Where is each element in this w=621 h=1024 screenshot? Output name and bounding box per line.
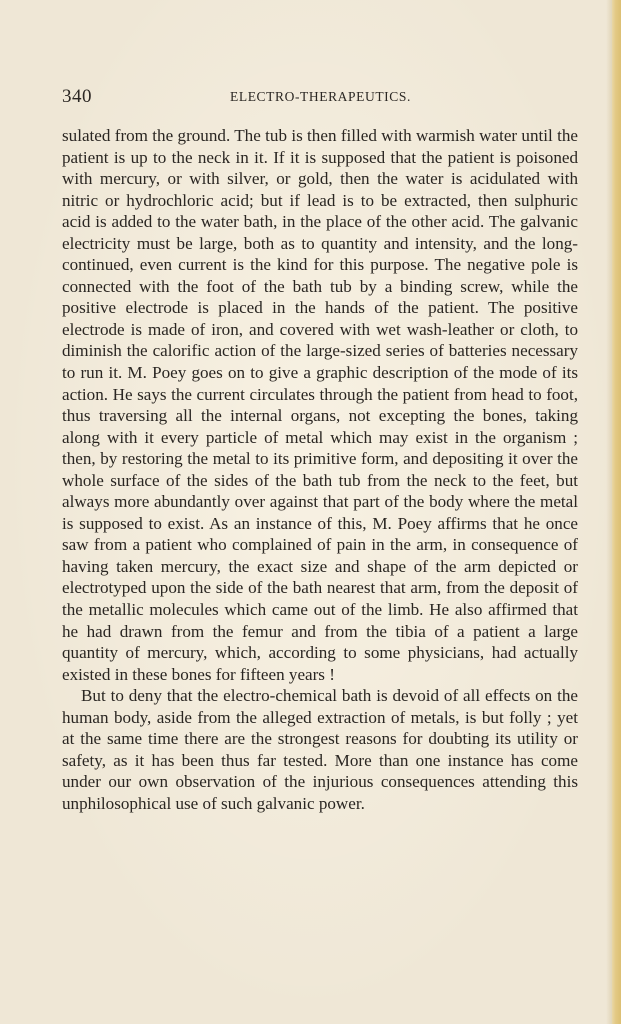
- page-edge: [612, 0, 621, 1024]
- paragraph-2: But to deny that the electro-chemical bath is devoid of all effects on the human body, aside from the alleged extraction of metals, is but folly ; yet at the same time there are the strongest reasons for doubting its utility or safety, as it has been thus far tested. More than one instance has come under our own observation of the injurious consequences attending this unphilosophical use of such galvanic power.: [62, 686, 578, 813]
- page-number: 340: [62, 86, 92, 107]
- running-head: ELECTRO-THERAPEUTICS.: [230, 89, 411, 104]
- page-header: [62, 86, 578, 108]
- paragraph-1: sulated from the ground. The tub is then filled with warmish water until the patient is up to the neck in it. If it is supposed that the patient is poisoned with mercury, or with silver, or gold, then the water is acidulated with nitric or hydrochloric acid; but if lead is to be extracted, then sulphuric acid is added to the water bath, in the place of the other acid. The galvanic electricity must be large, both as to quantity and intensity, and the long-continued, even current is the kind for this purpose. The negative pole is connected with the foot of the bath tub by a binding screw, while the positive electrode is placed in the hands of the patient. The positive electrode is made of iron, and covered with wet wash-leather or cloth, to diminish the calorific action of the large-sized series of batteries necessary to run it. M. Poey goes on to give a graphic description of the mode of its action. He says the current circulates through the patient from head to foot, thus traversing all the internal organs, not excepting the bones, taking along with it every particle of metal which may exist in the organism ; then, by restoring the metal to its primitive form, and depositing it over the whole surface of the sides of the bath tub from the neck to the feet, but always more abundantly over against that part of the body where the metal is supposed to exist. As an instance of this, M. Poey affirms that he once saw from a patient who complained of pain in the arm, in consequence of having taken mercury, the exact size and shape of the arm depicted or electrotyped upon the side of the bath nearest that arm, from the deposit of the metallic molecules which came out of the limb. He also affirmed that he had drawn from the femur and from the tibia of a patient a large quantity of mercury, which, according to some physicians, had actually existed in these bones for fifteen years !: [62, 126, 578, 684]
- body-text: [62, 125, 578, 815]
